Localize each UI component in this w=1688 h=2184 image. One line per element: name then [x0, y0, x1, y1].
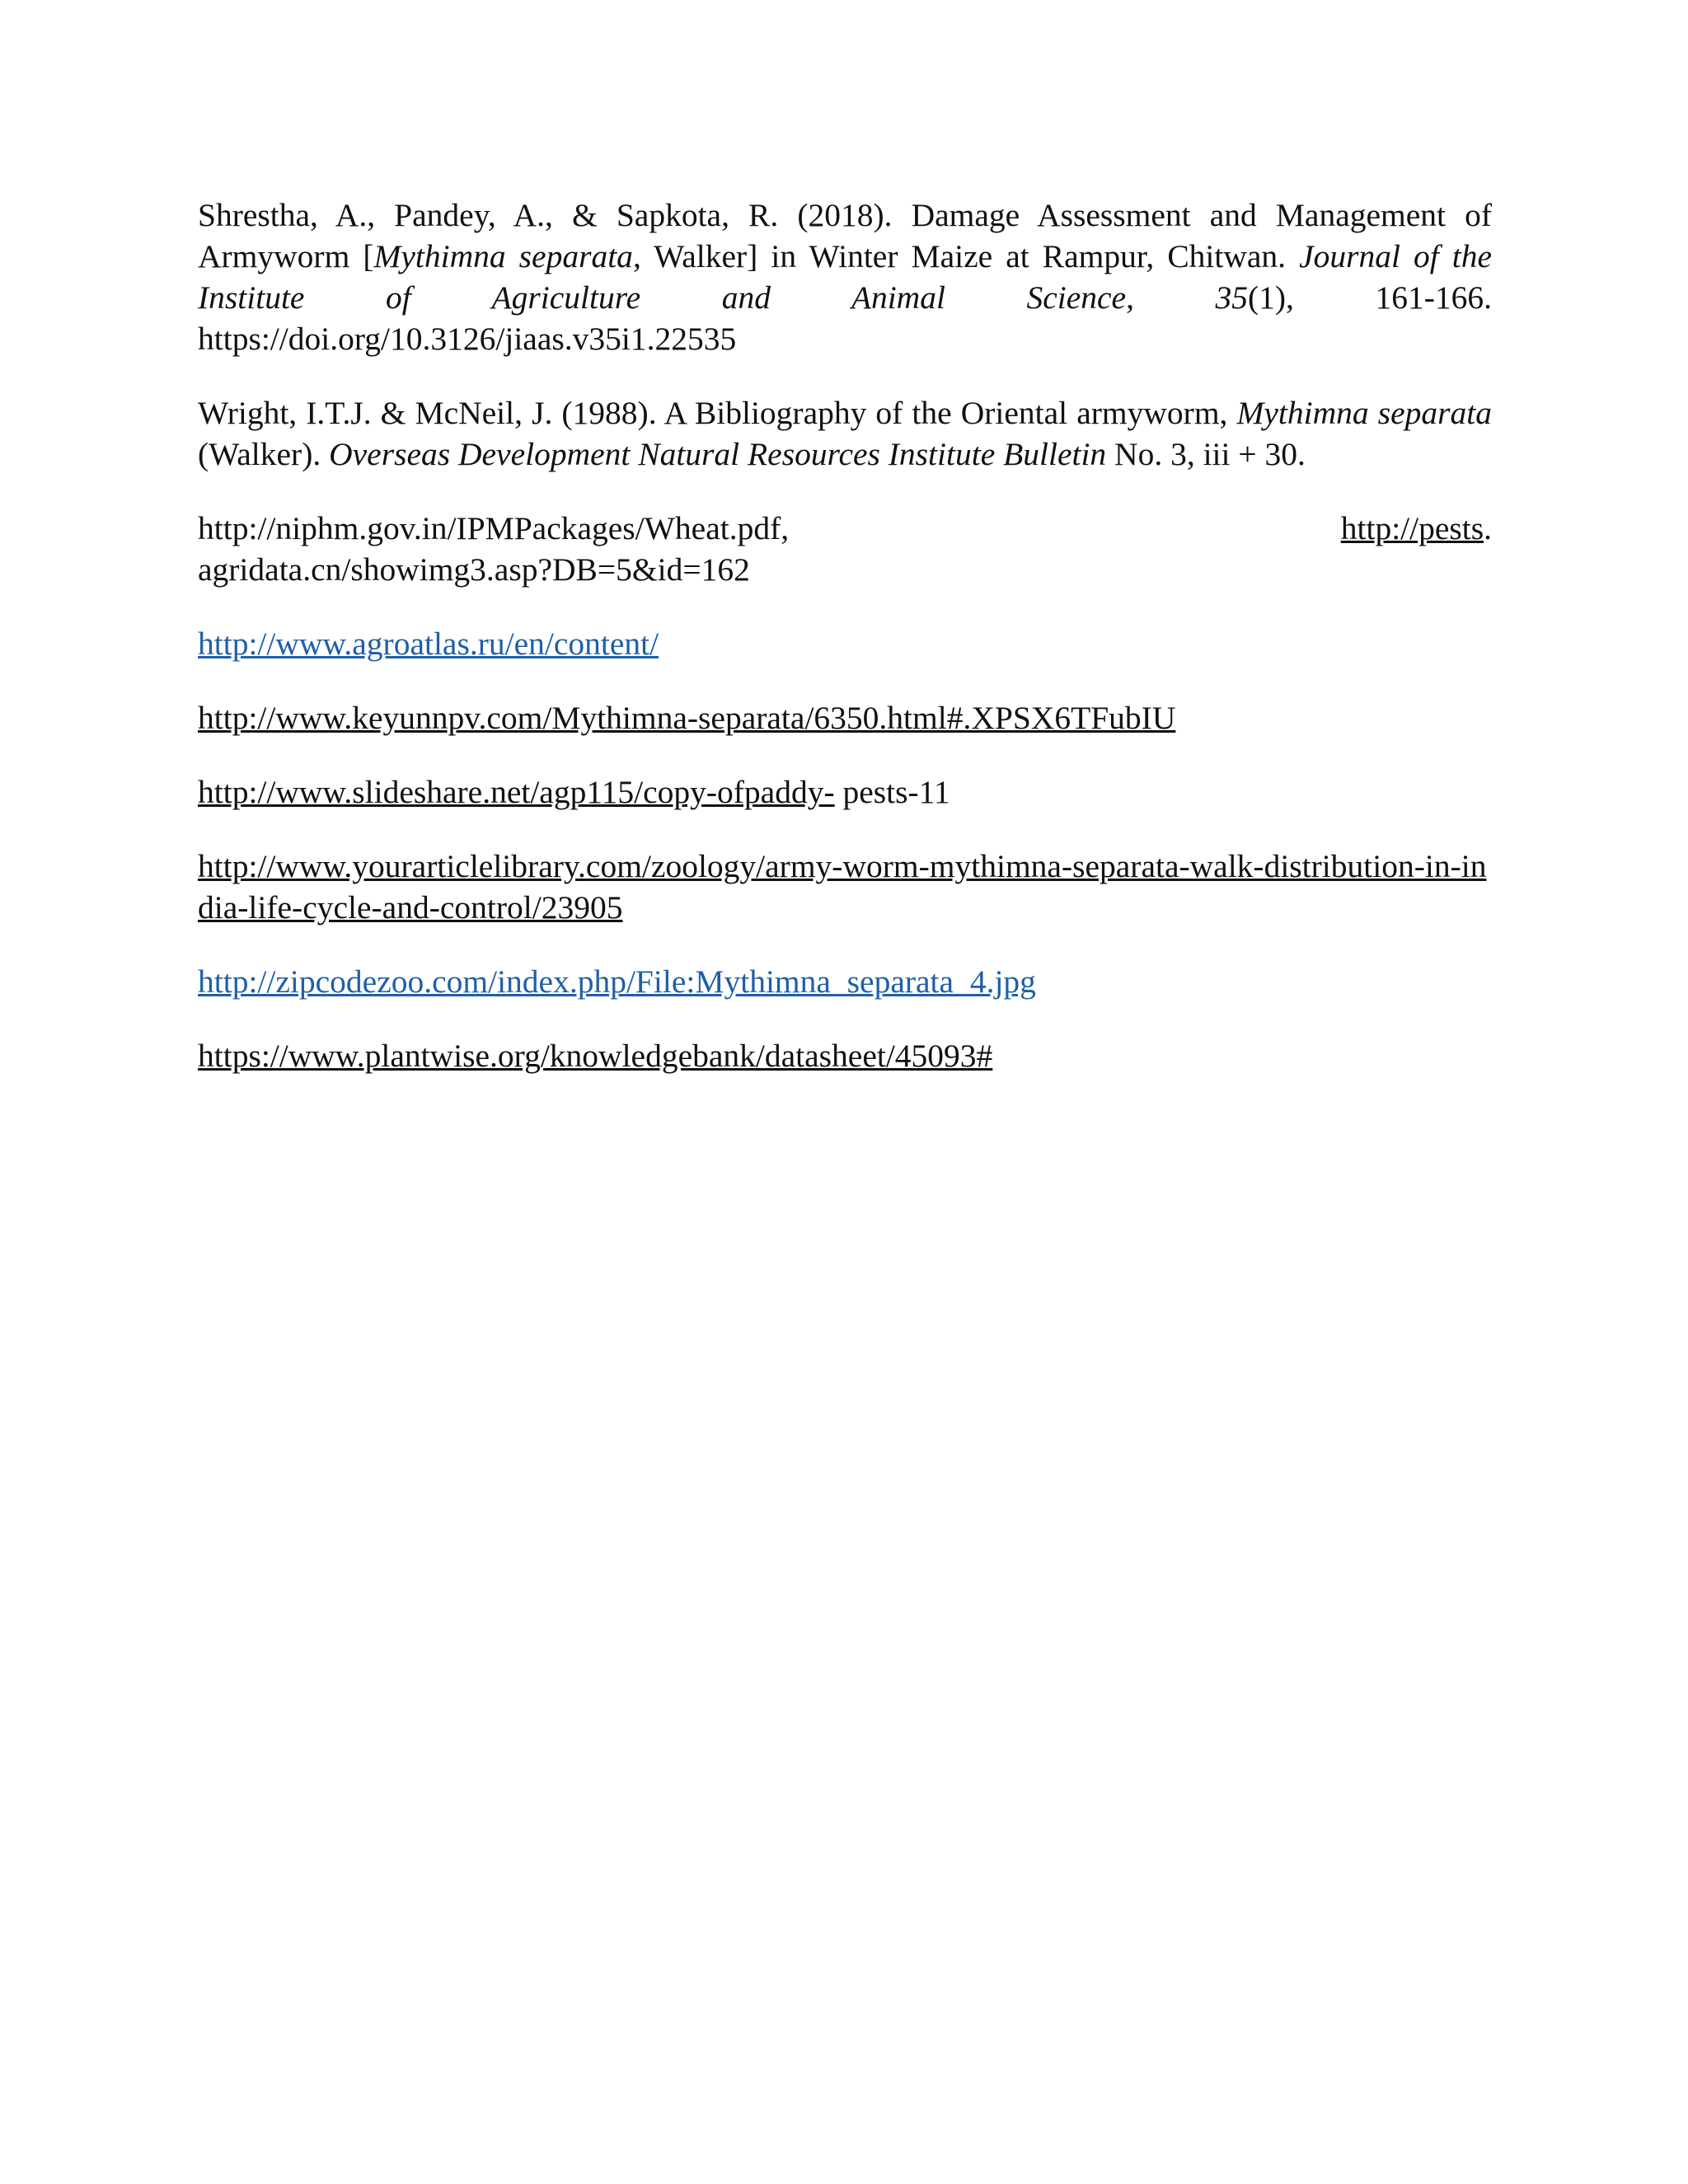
pests-link[interactable]: http://pests: [1340, 510, 1484, 546]
slideshare-link[interactable]: http://www.slideshare.net/agp115/copy-ofpaddy-: [198, 774, 835, 810]
niphm-second-line: agridata.cn/showimg3.asp?DB=5&id=162: [198, 551, 750, 588]
reference-slideshare: [198, 771, 1492, 813]
species-name: Mythimna separata: [373, 238, 633, 274]
reference-agroatlas: [198, 623, 1492, 664]
separator: ,: [1126, 279, 1216, 316]
yourarticlelibrary-link[interactable]: http://www.yourarticlelibrary.com/zoology/army-worm-mythimna-separata-walk-distribution-in-india-life-cycle-and-control/23905: [198, 848, 1487, 926]
reference-plantwise: [198, 1035, 1492, 1076]
zipcodezoo-link[interactable]: http://zipcodezoo.com/index.php/File:Mythimna_separata_4.jpg: [198, 963, 1036, 1000]
reference-list: [198, 194, 1492, 1109]
reference-authors: Shrestha, A., Pandey, A., & Sapkota, R. (2018). Damage Assessment and Management of Armyworm [: [198, 197, 1492, 274]
volume: 35: [1215, 279, 1248, 316]
reference-tail: No. 3, iii + 30.: [1106, 436, 1306, 472]
niphm-first-line: [198, 508, 1492, 549]
doi-text: https://doi.org/10.3126/jiaas.v35i1.22535: [198, 321, 737, 357]
species-name: Mythimna separata: [1236, 395, 1492, 431]
pests-url-start: [1341, 508, 1492, 549]
reference-text: , Walker] in Winter Maize at Rampur, Chitwan.: [632, 238, 1300, 274]
reference-yourarticlelibrary: [198, 846, 1492, 928]
journal-name: Journal of the Institute of Agriculture and Animal Science: [198, 238, 1493, 316]
issue-pages: (1), 161-166.: [1247, 279, 1492, 316]
plantwise-link[interactable]: https://www.plantwise.org/knowledgebank/datasheet/45093#: [198, 1038, 993, 1074]
pests-link-tail: .: [1484, 510, 1492, 546]
journal-name: Overseas Development Natural Resources Institute Bulletin: [329, 436, 1107, 472]
reference-zipcodezoo: [198, 961, 1492, 1002]
reference-niphm: [198, 508, 1492, 590]
reference-wright-1988: [198, 392, 1492, 475]
keyunnpv-link[interactable]: http://www.keyunnpv.com/Mythimna-separata/6350.html#.XPSX6TFubIU: [198, 700, 1176, 736]
agroatlas-link[interactable]: http://www.agroatlas.ru/en/content/: [198, 626, 659, 662]
reference-text: (Walker).: [198, 436, 330, 472]
niphm-url-text: http://niphm.gov.in/IPMPackages/Wheat.pdf,: [198, 510, 790, 546]
reference-shrestha-2018: [198, 194, 1492, 359]
reference-keyunnpv: [198, 697, 1492, 738]
slideshare-tail: pests-11: [834, 774, 950, 810]
reference-authors: Wright, I.T.J. & McNeil, J. (1988). A Bibliography of the Oriental armyworm,: [198, 395, 1237, 431]
